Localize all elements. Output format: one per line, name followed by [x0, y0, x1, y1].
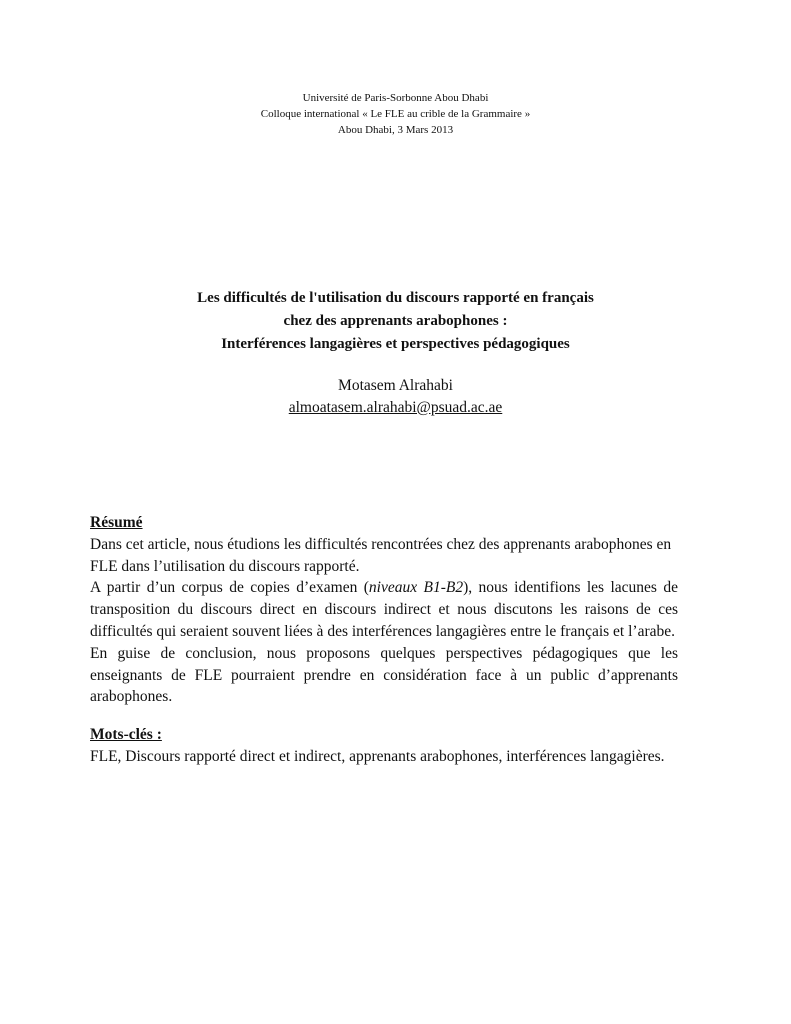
abstract-heading: Résumé [90, 514, 143, 531]
title-line-3: Interférences langagières et perspectives pédagogiques [221, 336, 570, 352]
title-line-2: chez des apprenants arabophones : [283, 313, 508, 329]
keywords-text: FLE, Discours rapporté direct et indirect, apprenants arabophones, interférences langagières. [90, 747, 665, 765]
abstract-section [90, 512, 678, 708]
university-name: Université de Paris-Sorbonne Abou Dhabi [302, 92, 489, 104]
paper-title [0, 287, 791, 356]
place-date: Abou Dhabi, 3 Mars 2013 [337, 124, 454, 136]
author-email-link[interactable]: almoatasem.alrahabi@psuad.ac.ae [288, 399, 503, 416]
keywords-section [90, 724, 678, 768]
abstract-paragraph-3: En guise de conclusion, nous proposons quelques perspectives pédagogiques que les enseignants de FLE pourraient prendre en considération face à un public d’apprenants arabophones. [90, 644, 678, 706]
abstract-paragraph-2: A partir d’un corpus de copies d’examen (niveaux B1-B2), nous identifions les lacunes de transposition du discours direct en discours indirect et nous discutons les raisons de ces difficultés qui seraient souvent liées à des interférences langagières entre le français et l’arabe. [90, 579, 678, 640]
author-name: Motasem Alrahabi [338, 377, 453, 394]
title-line-1: Les difficultés de l'utilisation du discours rapporté en français [197, 290, 594, 306]
keywords-heading: Mots-clés : [90, 726, 162, 743]
abstract-paragraph-1: Dans cet article, nous étudions les difficultés rencontrées chez des apprenants arabophones en FLE dans l’utilisation du discours rapporté. [90, 535, 672, 575]
levels-italic: niveaux B1-B2 [368, 579, 464, 597]
conference-header [0, 90, 791, 138]
colloquium-name: Colloque international « Le FLE au crible de la Grammaire » [260, 108, 531, 120]
author-block [0, 375, 791, 419]
